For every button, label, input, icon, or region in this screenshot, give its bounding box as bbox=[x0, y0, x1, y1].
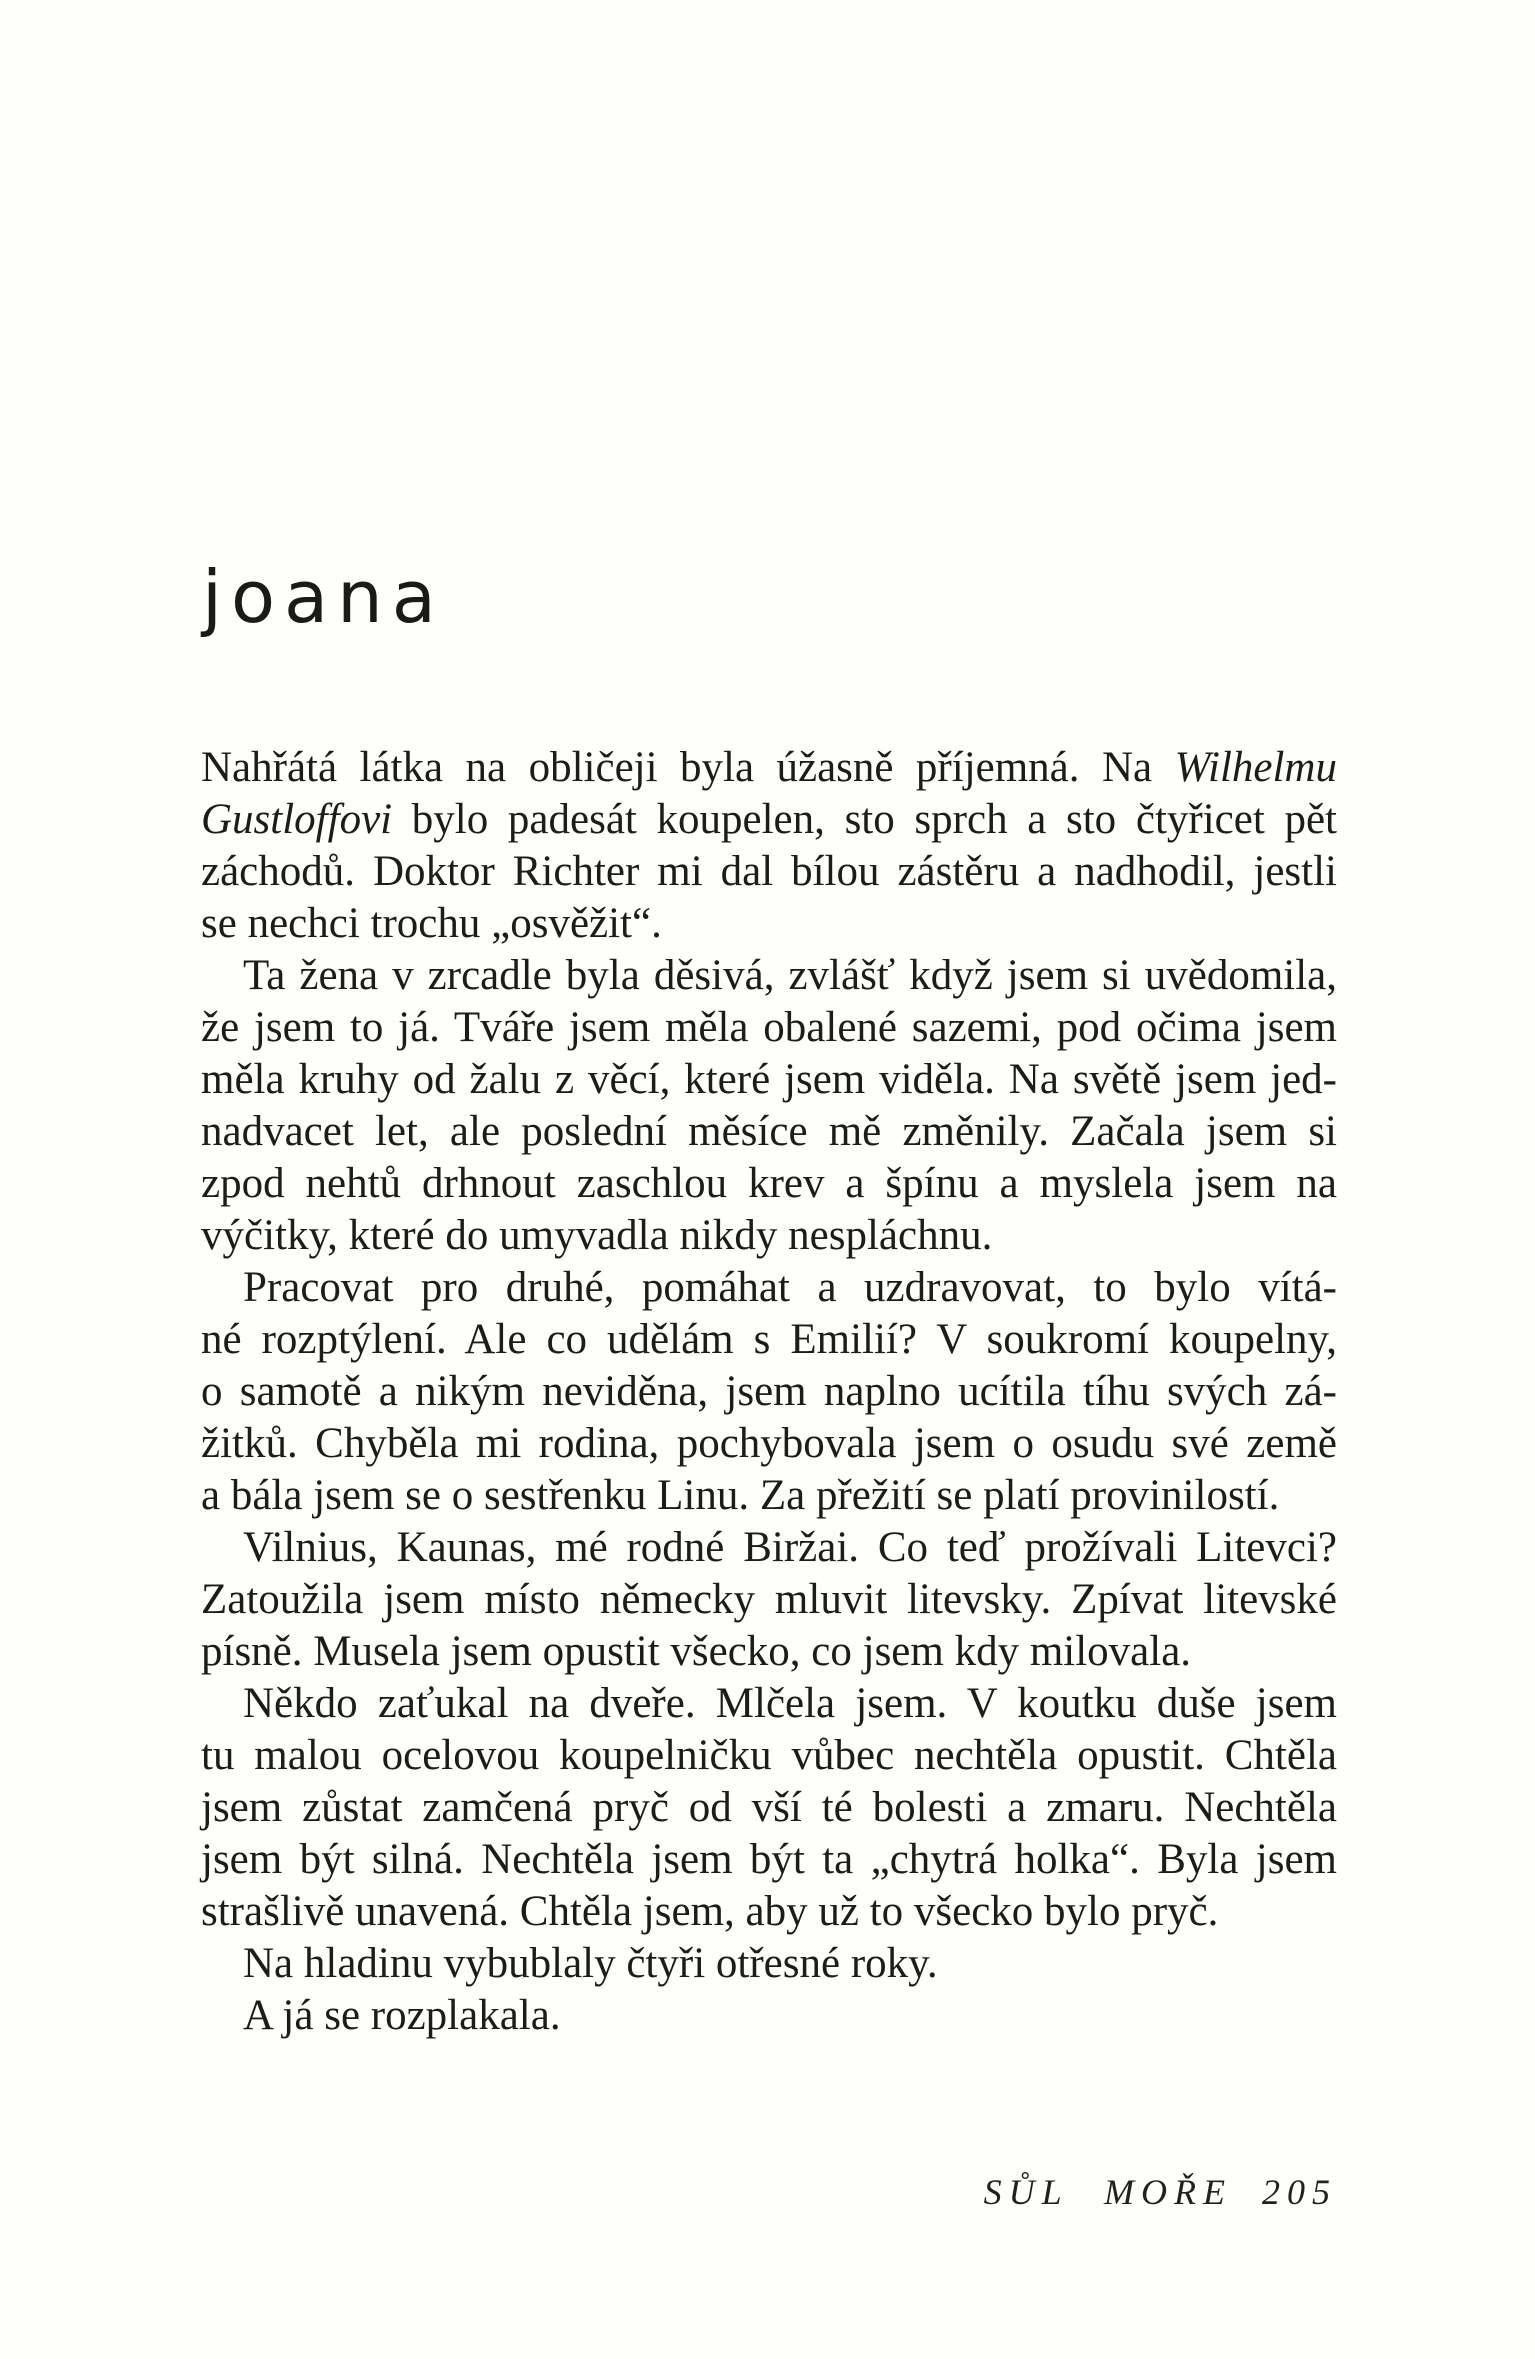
chapter-title: joana bbox=[202, 555, 445, 639]
footer-page-number: 205 bbox=[1262, 2172, 1337, 2212]
text-line bbox=[201, 1210, 1337, 1262]
text-segment: výčitky, které do umyvadla nikdy nespláchnu. bbox=[201, 1212, 993, 1259]
text-segment: jsem být silná. Nechtěla jsem být ta „chytrá holka“. Byla jsem bbox=[201, 1836, 1337, 1883]
text-segment: Ta žena v zrcadle byla děsivá, zvlášť když jsem si uvědomila, bbox=[243, 952, 1337, 999]
text-segment: strašlivě unavená. Chtěla jsem, aby už to všecko bylo pryč. bbox=[201, 1888, 1219, 1935]
footer-book-title: SŮL MOŘE bbox=[983, 2172, 1232, 2212]
text-line bbox=[201, 1418, 1337, 1470]
text-segment: zpod nehtů drhnout zaschlou krev a špínu a myslela jsem na bbox=[201, 1160, 1337, 1207]
text-segment: že jsem to já. Tváře jsem měla obalené sazemi, pod očima jsem bbox=[201, 1004, 1337, 1051]
text-segment: nadvacet let, ale poslední měsíce mě změnily. Začala jsem si bbox=[201, 1108, 1337, 1155]
text-segment: a bála jsem se o sestřenku Linu. Za přežití se platí provinilostí. bbox=[201, 1472, 1280, 1519]
text-segment: né rozptýlení. Ale co udělám s Emilií? V soukromí koupelny, bbox=[201, 1316, 1337, 1363]
text-line bbox=[201, 1834, 1337, 1886]
text-segment: žitků. Chyběla mi rodina, pochybovala jsem o osudu své země bbox=[201, 1420, 1337, 1467]
running-footer bbox=[984, 2171, 1337, 2214]
text-line bbox=[201, 1054, 1337, 1106]
text-line bbox=[201, 1522, 1337, 1574]
paragraph bbox=[201, 1678, 1337, 1938]
text-segment: měla kruhy od žalu z věcí, které jsem viděla. Na světě jsem jed- bbox=[201, 1056, 1337, 1103]
text-line bbox=[201, 794, 1337, 846]
text-line bbox=[201, 1470, 1337, 1522]
text-line bbox=[201, 1626, 1337, 1678]
text-line bbox=[201, 1366, 1337, 1418]
text-line bbox=[201, 1938, 1337, 1990]
paragraph bbox=[201, 1262, 1337, 1522]
text-segment: tu malou ocelovou koupelničku vůbec nechtěla opustit. Chtěla bbox=[201, 1732, 1337, 1779]
paragraph bbox=[201, 950, 1337, 1262]
body-text bbox=[201, 742, 1337, 2042]
text-segment: záchodů. Doktor Richter mi dal bílou zástěru a nadhodil, jestli bbox=[201, 848, 1337, 895]
paragraph bbox=[201, 1938, 1337, 1990]
text-segment: Pracovat pro druhé, pomáhat a uzdravovat, to bylo vítá- bbox=[243, 1264, 1337, 1311]
paragraph bbox=[201, 1522, 1337, 1678]
text-line bbox=[201, 1782, 1337, 1834]
text-segment: o samotě a nikým neviděna, jsem naplno ucítila tíhu svých zá- bbox=[201, 1368, 1337, 1415]
text-line bbox=[201, 742, 1337, 794]
text-segment: písně. Musela jsem opustit všecko, co jsem kdy milovala. bbox=[201, 1628, 1192, 1675]
paragraph bbox=[201, 742, 1337, 950]
text-line bbox=[201, 1106, 1337, 1158]
text-line bbox=[201, 1574, 1337, 1626]
text-segment: Na hladinu vybublaly čtyři otřesné roky. bbox=[243, 1940, 938, 1987]
text-line bbox=[201, 1002, 1337, 1054]
text-line bbox=[201, 950, 1337, 1002]
text-segment: jsem zůstat zamčená pryč od vší té bolesti a zmaru. Nechtěla bbox=[201, 1784, 1337, 1831]
text-segment: Nahřátá látka na obličeji byla úžasně příjemná. Na bbox=[201, 744, 1175, 791]
text-segment: A já se rozplakala. bbox=[243, 1992, 561, 2039]
italic-text: Wilhelmu bbox=[1174, 744, 1337, 791]
italic-text: Gustloffovi bbox=[201, 796, 393, 843]
text-line bbox=[201, 898, 1337, 950]
text-line bbox=[201, 1262, 1337, 1314]
text-line bbox=[201, 1158, 1337, 1210]
text-line bbox=[201, 1678, 1337, 1730]
text-segment: se nechci trochu „osvěžit“. bbox=[201, 900, 662, 947]
text-line bbox=[201, 1314, 1337, 1366]
text-line bbox=[201, 1990, 1337, 2042]
text-line bbox=[201, 1886, 1337, 1938]
text-line bbox=[201, 846, 1337, 898]
text-segment: Někdo zaťukal na dveře. Mlčela jsem. V koutku duše jsem bbox=[243, 1680, 1337, 1727]
text-segment: Vilnius, Kaunas, mé rodné Biržai. Co teď prožívali Litevci? bbox=[243, 1524, 1337, 1571]
paragraph bbox=[201, 1990, 1337, 2042]
text-segment: bylo padesát koupelen, sto sprch a sto čtyřicet pět bbox=[392, 796, 1337, 843]
text-segment: Zatoužila jsem místo německy mluvit litevsky. Zpívat litevské bbox=[201, 1576, 1337, 1623]
text-line bbox=[201, 1730, 1337, 1782]
